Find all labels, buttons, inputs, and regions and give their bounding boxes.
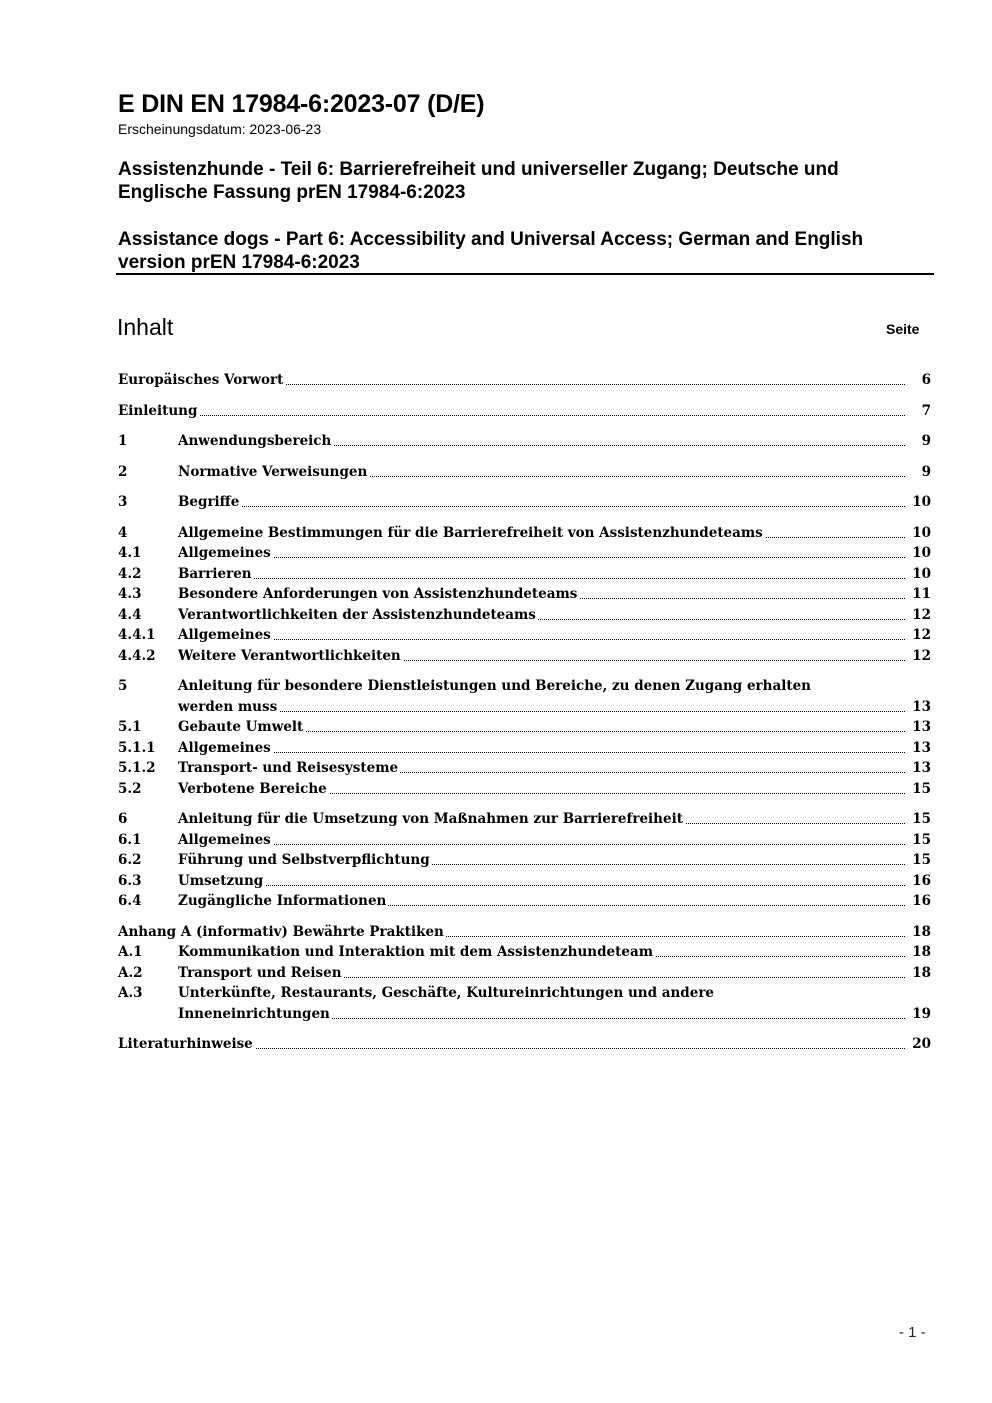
- toc-entry-title: Begriffe: [178, 494, 240, 510]
- toc-entry-title: Verantwortlichkeiten der Assistenzhundeteams: [178, 606, 536, 623]
- toc-entry-title: Allgemeines: [178, 545, 271, 561]
- toc-entry[interactable]: [118, 983, 931, 1004]
- toc-entry-page: 9: [921, 463, 931, 480]
- toc-entry[interactable]: [118, 850, 931, 871]
- toc-entry-page: 16: [912, 872, 931, 889]
- toc-entry-number: 4.4.1: [118, 627, 156, 643]
- toc-entry-number: 4.3: [118, 586, 142, 602]
- toc-entry[interactable]: [118, 605, 931, 626]
- toc-leader-dots: [178, 506, 905, 507]
- toc-entry-number: 6.3: [118, 872, 142, 889]
- toc-entry[interactable]: [118, 401, 931, 422]
- toc-entry-title: Gebaute Umwelt: [178, 719, 304, 735]
- toc-leader-dots: [178, 752, 905, 753]
- toc-entry-page: 12: [912, 647, 931, 664]
- toc-entry[interactable]: [118, 779, 931, 800]
- toc-entry-number: 4.4.2: [118, 647, 156, 664]
- toc-entry-title: Anleitung für besondere Dienstleistungen und Bereiche, zu denen Zugang erhalten: [178, 678, 811, 694]
- toc-entry-number: 6.4: [118, 893, 142, 909]
- toc-entry-title: Allgemeines: [178, 627, 271, 643]
- toc-entry-title: Anleitung für die Umsetzung von Maßnahmen zur Barrierefreiheit: [178, 811, 683, 827]
- toc-entry-page: 10: [912, 545, 931, 561]
- toc-entry-page: 15: [912, 811, 931, 827]
- toc-entry-title: Anwendungsbereich: [178, 433, 332, 449]
- doc-id: E DIN EN 17984-6:2023-07 (D/E): [118, 90, 485, 118]
- toc-entry-page: 13: [912, 739, 931, 756]
- toc-entry[interactable]: [118, 963, 931, 984]
- toc-entry-title: Normative Verweisungen: [178, 463, 368, 480]
- toc-entry-title: Umsetzung: [178, 872, 264, 889]
- toc-leader-dots: [118, 415, 905, 416]
- toc-leader-dots: [178, 885, 905, 886]
- toc-entry-title: Europäisches Vorwort: [118, 372, 284, 388]
- toc-entry-title: Allgemeines: [178, 739, 271, 756]
- title-german: Assistenzhunde - Teil 6: Barrierefreiheit und universeller Zugang; Deutsche und Englische Fassung prEN 17984-6:2023: [118, 159, 839, 203]
- toc-entry[interactable]: [118, 1034, 931, 1055]
- toc-entry-number: 4.4: [118, 606, 142, 623]
- toc-leader-dots: [178, 711, 905, 712]
- toc-entry-page: 13: [912, 698, 931, 715]
- publication-date: Erscheinungsdatum: 2023-06-23: [118, 121, 322, 137]
- toc-entry[interactable]: [118, 738, 931, 759]
- page-number: - 1 -: [899, 1324, 926, 1341]
- toc-entry[interactable]: [118, 717, 931, 738]
- toc-entry-page: 15: [912, 852, 931, 868]
- toc-entry-title: Transport und Reisen: [178, 964, 342, 981]
- toc-entry[interactable]: [118, 758, 931, 779]
- toc-entry[interactable]: [118, 1004, 931, 1025]
- toc-entry-number: 1: [118, 433, 128, 449]
- toc-entry[interactable]: [118, 492, 931, 513]
- header-rule: [116, 273, 934, 275]
- toc-entry-number: 5.1: [118, 719, 142, 735]
- toc-entry-title-continued: werden muss: [178, 698, 278, 715]
- toc-entry[interactable]: [118, 462, 931, 483]
- toc-entry-page: 19: [912, 1005, 931, 1022]
- toc-leader-dots: [178, 578, 905, 579]
- toc-entry[interactable]: [118, 523, 931, 544]
- toc-entry-number: 5: [118, 678, 128, 694]
- toc-entry-title: Kommunikation und Interaktion mit dem Assistenzhundeteam: [178, 944, 653, 960]
- toc-entry-title: Führung und Selbstverpflichtung: [178, 852, 430, 868]
- toc-entry-title: Weitere Verantwortlichkeiten: [178, 647, 401, 664]
- toc-entry[interactable]: [118, 431, 931, 452]
- toc-entry-page: 11: [912, 586, 931, 602]
- toc-entry-title: Transport- und Reisesysteme: [178, 760, 399, 776]
- toc-entry-title-continued: Inneneinrichtungen: [178, 1005, 330, 1022]
- toc-leader-dots: [178, 557, 905, 558]
- toc-entry-number: 2: [118, 463, 128, 480]
- toc-entry-page: 15: [912, 831, 931, 848]
- title-english: Assistance dogs - Part 6: Accessibility and Universal Access; German and English version prEN 17984-6:2023: [118, 229, 864, 273]
- toc-entry[interactable]: [118, 922, 931, 943]
- toc-entry-page: 12: [912, 606, 931, 623]
- toc-entry[interactable]: [118, 584, 931, 605]
- toc-entry[interactable]: [118, 830, 931, 851]
- toc-entry-page: 12: [912, 627, 931, 643]
- toc-entry[interactable]: [118, 564, 931, 585]
- toc-entry-page: 18: [912, 923, 931, 940]
- toc-entry-number: A.2: [118, 964, 143, 981]
- toc-entry-title: Literaturhinweise: [118, 1036, 253, 1052]
- toc-entry-title: Verbotene Bereiche: [178, 780, 327, 797]
- toc-entry-page: 18: [912, 944, 931, 960]
- toc-entry-title: Zugängliche Informationen: [178, 893, 387, 909]
- toc-entry-number: 3: [118, 494, 128, 510]
- toc-entry[interactable]: [118, 543, 931, 564]
- toc-entry-title: Besondere Anforderungen von Assistenzhundeteams: [178, 586, 578, 602]
- toc-entry-title: Einleitung: [118, 402, 198, 419]
- toc-entry-page: 7: [921, 402, 931, 419]
- toc-entry-page: 20: [912, 1036, 931, 1052]
- table-of-contents: [118, 370, 931, 1055]
- toc-entry-number: 5.1.1: [118, 739, 156, 756]
- toc-entry[interactable]: [118, 697, 931, 718]
- toc-entry-title: Allgemeine Bestimmungen für die Barrierefreiheit von Assistenzhundeteams: [178, 524, 763, 541]
- toc-entry-title: Barrieren: [178, 565, 252, 582]
- toc-entry-page: 9: [921, 433, 931, 449]
- toc-entry-number: 6.1: [118, 831, 142, 848]
- toc-heading: Inhalt: [117, 314, 174, 340]
- toc-entry[interactable]: [118, 646, 931, 667]
- toc-entry[interactable]: [118, 809, 931, 830]
- toc-page-label: Seite: [886, 321, 920, 337]
- toc-leader-dots: [178, 844, 905, 845]
- toc-entry-page: 10: [912, 565, 931, 582]
- toc-entry-number: 6.2: [118, 852, 142, 868]
- toc-entry[interactable]: [118, 625, 931, 646]
- toc-entry[interactable]: [118, 676, 931, 697]
- toc-entry-page: 6: [921, 372, 931, 388]
- toc-entry-number: 4: [118, 524, 128, 541]
- toc-entry-page: 13: [912, 719, 931, 735]
- toc-entry-number: 5.1.2: [118, 760, 156, 776]
- toc-entry-page: 16: [912, 893, 931, 909]
- toc-entry-title: Anhang A (informativ) Bewährte Praktiken: [118, 923, 444, 940]
- toc-entry-number: A.3: [118, 985, 143, 1001]
- toc-entry-page: 15: [912, 780, 931, 797]
- toc-entry-page: 18: [912, 964, 931, 981]
- toc-entry-number: 6: [118, 811, 128, 827]
- toc-entry-title: Unterkünfte, Restaurants, Geschäfte, Kultureinrichtungen und andere: [178, 985, 715, 1001]
- toc-entry-page: 13: [912, 760, 931, 776]
- toc-leader-dots: [178, 639, 905, 640]
- toc-entry[interactable]: [118, 942, 931, 963]
- toc-entry-page: 10: [912, 524, 931, 541]
- toc-entry[interactable]: [118, 871, 931, 892]
- toc-entry[interactable]: [118, 370, 931, 391]
- toc-entry-number: 5.2: [118, 780, 142, 797]
- toc-entry[interactable]: [118, 891, 931, 912]
- toc-entry-page: 10: [912, 494, 931, 510]
- toc-entry-number: 4.1: [118, 545, 142, 561]
- toc-entry-title: Allgemeines: [178, 831, 271, 848]
- toc-entry-number: A.1: [118, 944, 143, 960]
- toc-entry-number: 4.2: [118, 565, 142, 582]
